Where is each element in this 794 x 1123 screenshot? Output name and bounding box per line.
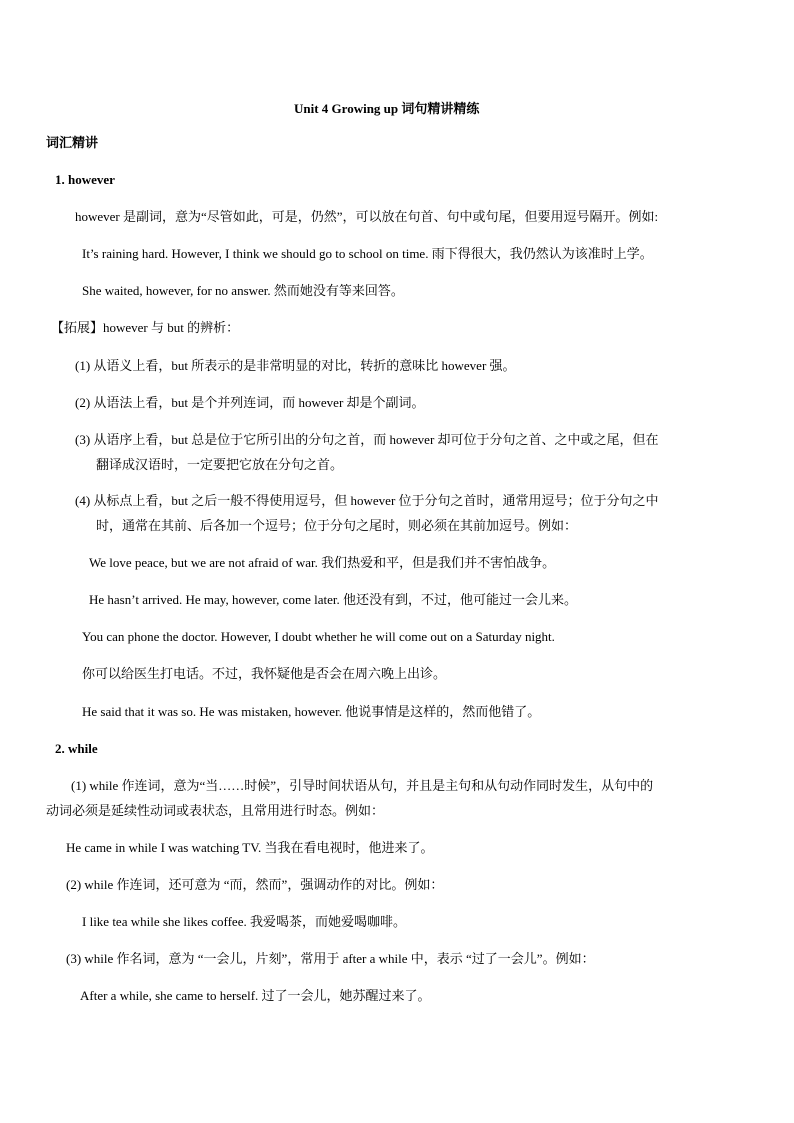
item1-intro: however 是副词，意为“尽管如此，可是，仍然”，可以放在句首、句中或句尾，但要用逗号隔开。例如:	[75, 209, 659, 224]
item2-example-1: He came in while I was watching TV. 当我在看电视时，他进来了。	[66, 840, 434, 855]
extension-heading: 【拓展】however 与 but 的辨析：	[51, 320, 240, 335]
point-4-line-1: (4) 从标点上看，but 之后一般不得使用逗号，但 however 位于分句之首时，通常用逗号；位于分句之中	[75, 493, 659, 508]
point-4-line-2: 时，通常在其前、后各加一个逗号；位于分句之尾时，则必须在其前加逗号。例如：	[96, 518, 578, 533]
section-heading: 词汇精讲	[46, 135, 99, 150]
item2-example-2: I like tea while she likes coffee. 我爱喝茶，而她爱喝咖啡。	[82, 914, 406, 929]
page-title: Unit 4 Growing up 词句精讲精练	[294, 101, 480, 116]
item2-point-2: (2) while 作连词，还可意为 “而，然而”，强调动作的对比。例如：	[66, 877, 444, 892]
point-3-line-2: 翻译成汉语时，一定要把它放在分句之首。	[96, 457, 344, 472]
item1-example-3: We love peace, but we are not afraid of war. 我们热爱和平，但是我们并不害怕战争。	[89, 555, 556, 570]
point-2: (2) 从语法上看，but 是个并列连词，而 however 却是个副词。	[75, 395, 425, 410]
item2-point-1-line-2: 动词必须是延续性动词或表状态，且常用进行时态。例如：	[46, 803, 385, 818]
point-3-line-1: (3) 从语序上看，but 总是位于它所引出的分句之首，而 however 却可位于分句之首、之中或之尾，但在	[75, 432, 659, 447]
point-1: (1) 从语义上看，but 所表示的是非常明显的对比，转折的意味比 however 强。	[75, 358, 516, 373]
item2-point-1-line-1: (1) while 作连词，意为“当……时候”，引导时间状语从句，并且是主句和从句动作同时发生，从句中的	[71, 778, 654, 793]
item1-example-4: He hasn’t arrived. He may, however, come later. 他还没有到，不过，他可能过一会儿来。	[89, 592, 577, 607]
item2-heading: 2. while	[55, 741, 98, 756]
item1-example-5: You can phone the doctor. However, I doubt whether he will come out on a Saturday night.	[82, 629, 555, 644]
item1-heading: 1. however	[55, 172, 115, 187]
item1-example-1: It’s raining hard. However, I think we should go to school on time. 雨下得很大，我仍然认为该准时上学。	[82, 246, 653, 261]
item1-example-5-translation: 你可以给医生打电话。不过，我怀疑他是否会在周六晚上出诊。	[82, 666, 447, 681]
item1-example-6: He said that it was so. He was mistaken, however. 他说事情是这样的，然而他错了。	[82, 704, 541, 719]
item2-point-3: (3) while 作名词，意为 “一会儿，片刻”，常用于 after a while 中，表示 “过了一会儿”。例如：	[66, 951, 595, 966]
item1-example-2: She waited, however, for no answer. 然而她没有等来回答。	[82, 283, 404, 298]
item2-example-3: After a while, she came to herself. 过了一会儿，她苏醒过来了。	[80, 988, 431, 1003]
